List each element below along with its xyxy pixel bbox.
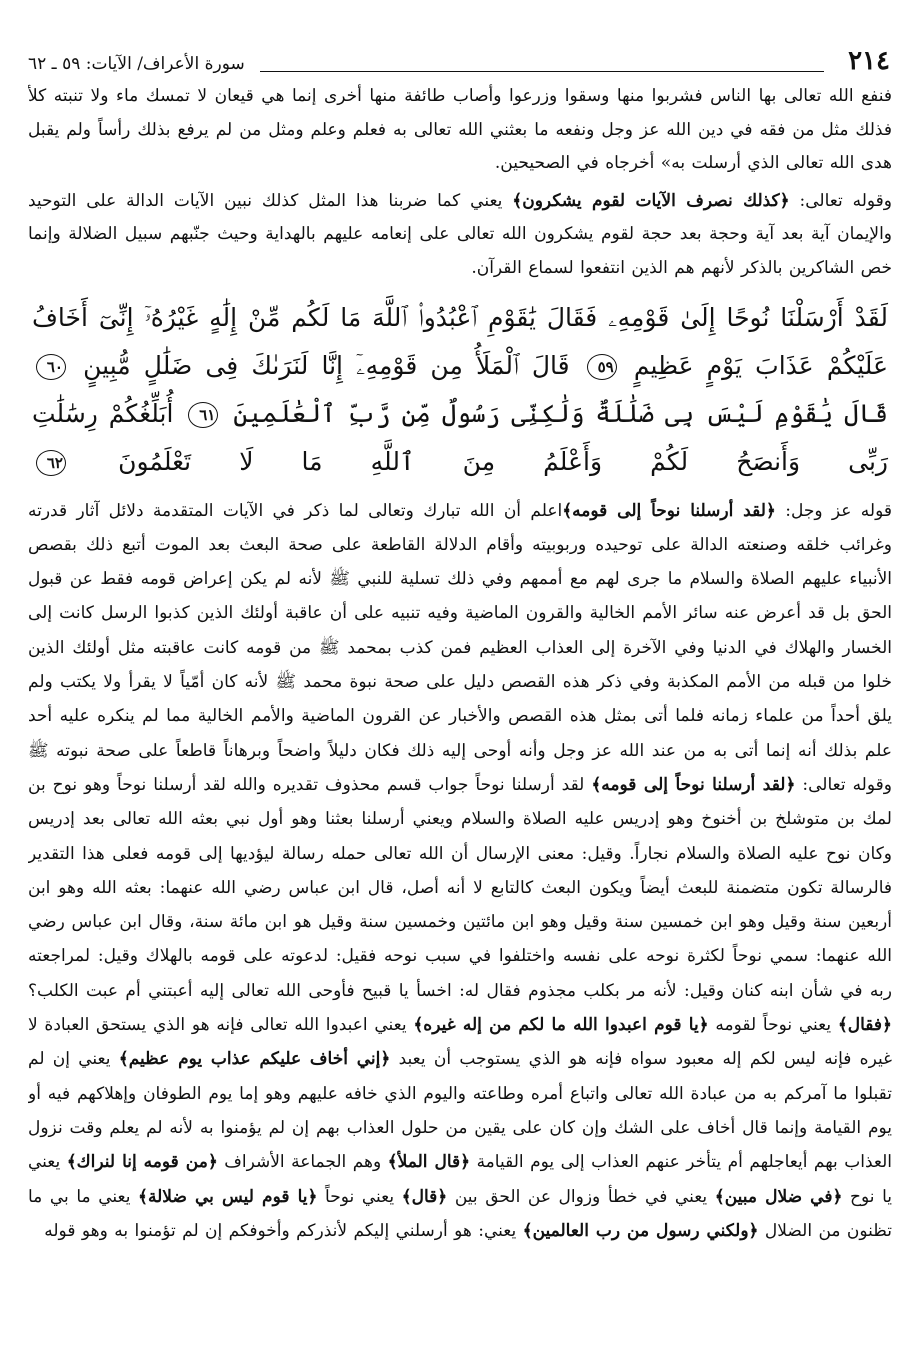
quoted-verse: ﴿قال الملأ﴾: [387, 1152, 471, 1173]
verse-60: قَالَ ٱلْمَلَأُ مِن قَوْمِهِۦٓ إِنَّا لَنَرَىٰكَ فِى ضَلَٰلٍ مُّبِينٍ: [83, 350, 570, 380]
verse-marker-60: ٦٠: [36, 354, 66, 380]
verse-marker-62: ٦٢: [36, 450, 66, 476]
page-body: [28, 80, 892, 1248]
quoted-verse: ﴿يا قوم اعبدوا الله ما لكم من إله غيره﴾: [413, 1015, 709, 1036]
page-number: ٢١٤: [848, 46, 890, 76]
intro-paragraph-2-text: يعني كما ضربنا هذا المثل كذلك نبين الآيات الدالة على التوحيد والإيمان آية بعد آية وحجة بعد حجة لقوم يشكرون الله تعالى على إنعامه عليهم بالهداية وحيث جنّبهم سبيل الضلالة وإنما خص الشاكرين بالذكر لأنهم هم الذين انتفعوا لسماع القرآن.: [28, 190, 892, 278]
verse-59: لَقَدْ أَرْسَلْنَا نُوحًا إِلَىٰ قَوْمِهِۦ فَقَالَ يَٰقَوْمِ ٱعْبُدُوا۟ ٱللَّهَ مَا لَكُم مِّنْ إِلَٰهٍ غَيْرُهُۥٓ إِنِّىٓ أَخَافُ عَلَيْكُمْ عَذَابَ يَوْمٍ عَظِيمٍ: [32, 302, 889, 380]
quoted-verse: ﴿فقال﴾: [837, 1015, 892, 1036]
intro-paragraph-1: فنفع الله تعالى بها الناس فشربوا منها وسقوا وزرعوا وأصاب طائفة منها أخرى إنما هي قيعان لا تمسك ماء ولا تنبته كلأ فذلك مثل من فقه في دين الله عز وجل ونفعه ما بعثني الله تعالى به فعلم وعلم ومثل من لم يرفع بذلك رأساً ولم يقبل هدى الله تعالى الذي أرسلت به» أخرجاه في الصحيحين.: [28, 86, 892, 174]
page-header: [28, 40, 892, 80]
intro-paragraph-2-lead: وقوله تعالى:: [789, 190, 892, 211]
commentary-text: لقد أرسلنا نوحاً جواب قسم محذوف تقديره والله لقد أرسلنا نوحاً وهو نوح بن لمك بن متوشلخ بن أخنوخ وهو إدريس عليه الصلاة والسلام ويعني أرسلنا بعثنا وهو أول نبي بعثه الله تعالى بعد إدريس وكان نوح عليه الصلاة والسلام نجاراً. وقيل: معنى الإرسال أن الله تعالى حمله رسالة ليؤديها إلى قومه فعلى هذا التقدير فالرسالة تكون متضمنة للبعث أيضاً ويكون البعث كالتابع لا أنه أصل، قال ابن عباس رضي الله عنهما: بعثه الله وهو ابن أربعين سنة وقيل وهو ابن خمسين سنة وقيل وهو ابن مائتين وخمسين سنة وقيل هو ابن مائة سنة، وقال ابن عباس رضي الله عنهما: سمي نوحاً لكثرة نوحه على نفسه واختلفوا في سبب نوحه فقيل: لدعوته على قومه بالهلاك وقيل: لمراجعته ربه في شأن ابنه كنان وقيل: لأنه مر بكلب مجذوم فقال له: اخسأ يا قبيح فأوحى الله تعالى إليه أعبتني أم عبت الكلب؟: [28, 774, 892, 1001]
quoted-verse: ﴿لقد أرسلنا نوحاً إلى قومه﴾: [591, 774, 796, 795]
quoted-verse: ﴿في ضلال مبين﴾: [714, 1186, 843, 1207]
commentary-text: يعني إن لم تقبلوا ما آمركم به من عبادة الله تعالى واتباع أمره وطاعته واليوم الذي خافه عليهم وهو إما يوم الطوفان وإهلاكهم فيه أو يوم القيامة وإنما قال أخاف على الشك وإن كان على يقين من حلول العذاب بهم إن لم يؤمنوا به لأنه لم يعلم وقت نزول العذاب بهم أيعاجلهم أم يتأخر عنهم العذاب إلى يوم القيامة: [28, 1049, 892, 1173]
commentary-paragraph: [28, 494, 892, 1249]
commentary-text: يعني نوحاً لقومه: [708, 1015, 838, 1036]
quran-verses: [32, 294, 888, 486]
verse-marker-61: ٦١: [188, 402, 218, 428]
commentary-section: [28, 494, 892, 1249]
commentary-text: يعني: هو أرسلني إليكم لأنذركم وأخوفكم إن لم تؤمنوا به وهو قوله: [44, 1220, 523, 1241]
intro-paragraph-2: [28, 185, 892, 286]
page: [28, 40, 892, 1350]
commentary-text: يعني ما بي ما تظنون من الضلال: [28, 1186, 892, 1241]
verse-61: قَالَ يَٰقَوْمِ لَيْسَ بِى ضَلَٰلَةٌ وَلَٰكِنِّى رَسُولٌ مِّن رَّبِّ ٱلْعَٰلَمِينَ: [233, 398, 888, 428]
commentary-text: يعني اعبدوا الله تعالى فإنه هو الذي يستحق العبادة لا غيره فإنه ليس لكم إله معبود سواه فإنه هو الذي يستوجب أن يعبد: [28, 1015, 892, 1070]
running-title: سورة الأعراف/ الآيات: ٥٩ ـ ٦٢: [28, 54, 245, 74]
commentary-text: يعني في خطأ وزوال عن الحق بين: [447, 1186, 715, 1207]
quoted-verse: ﴿من قومه إنا لنراك﴾: [66, 1152, 218, 1173]
quoted-verse: ﴿ولكني رسول من رب العالمين﴾: [522, 1220, 759, 1241]
quoted-verse: ﴿لقد أرسلنا نوحاً إلى قومه﴾: [562, 500, 776, 521]
verse-marker-59: ٥٩: [587, 354, 617, 380]
header-rule: [260, 71, 824, 72]
quoted-verse: ﴿كذلك نصرف الآيات لقوم يشكرون﴾: [512, 190, 790, 211]
quran-verses-block: [28, 294, 892, 486]
commentary-text: اعلم أن الله تبارك وتعالى لما ذكر في الآيات المتقدمة دلائل آثار قدرته وغرائب خلقه وصنعته الدالة على توحيده وربوبيته وأقام الدلالة القاطعة على صحة البعث بعد الموت أتبع ذلك بقصص الأنبياء عليهم الصلاة والسلام ما جرى لهم مع أممهم وفي ذلك تسلية للنبي ﷺ لأنه لم يكن إعراض قومه فقط عن قبول الحق بل قد أعرض عنه سائر الأمم الخالية والقرون الماضية وفيه تنبيه على أن عاقبة أولئك الذين كذبوا الرسل كانت إلى الخسار والهلاك في الدنيا وفي الآخرة إلى العذاب العظيم فمن كذب بمحمد ﷺ من قومه كانت عاقبته مثل أولئك الذين خلوا من قبله من الأمم المكذبة وفي ذكر هذه القصص دليل على صحة نبوة محمد ﷺ لأنه كان أمّياً لا يقرأ ولا يكتب ولم يلق أحداً من علماء زمانه فلما أتى بمثل هذه القصص والأخبار عن القرون الماضية والأمم الخالية مما لم ينكره عليه أحد علم بذلك أنه إنما أتى به من عند الله عز وجل وأنه أوحى إليه ذلك فكان دليلاً واضحاً وبرهاناً قاطعاً على صحة نبوته ﷺ وقوله تعالى:: [28, 500, 892, 795]
commentary-lead: قوله عز وجل:: [775, 500, 892, 521]
commentary-text: وهم الجماعة الأشراف: [217, 1152, 388, 1173]
quoted-verse: ﴿إني أخاف عليكم عذاب يوم عظيم﴾: [118, 1049, 391, 1070]
commentary-text: يعني يا نوح: [28, 1152, 892, 1207]
quoted-verse: ﴿قال﴾: [401, 1186, 448, 1207]
verse-62: أُبَلِّغُكُمْ رِسَٰلَٰتِ رَبِّى وَأَنصَحُ لَكُمْ وَأَعْلَمُ مِنَ ٱللَّهِ مَا لَا تَعْلَمُونَ: [32, 398, 888, 476]
commentary-text: يعني نوحاً: [317, 1186, 402, 1207]
quoted-verse: ﴿يا قوم ليس بي ضلالة﴾: [138, 1186, 318, 1207]
